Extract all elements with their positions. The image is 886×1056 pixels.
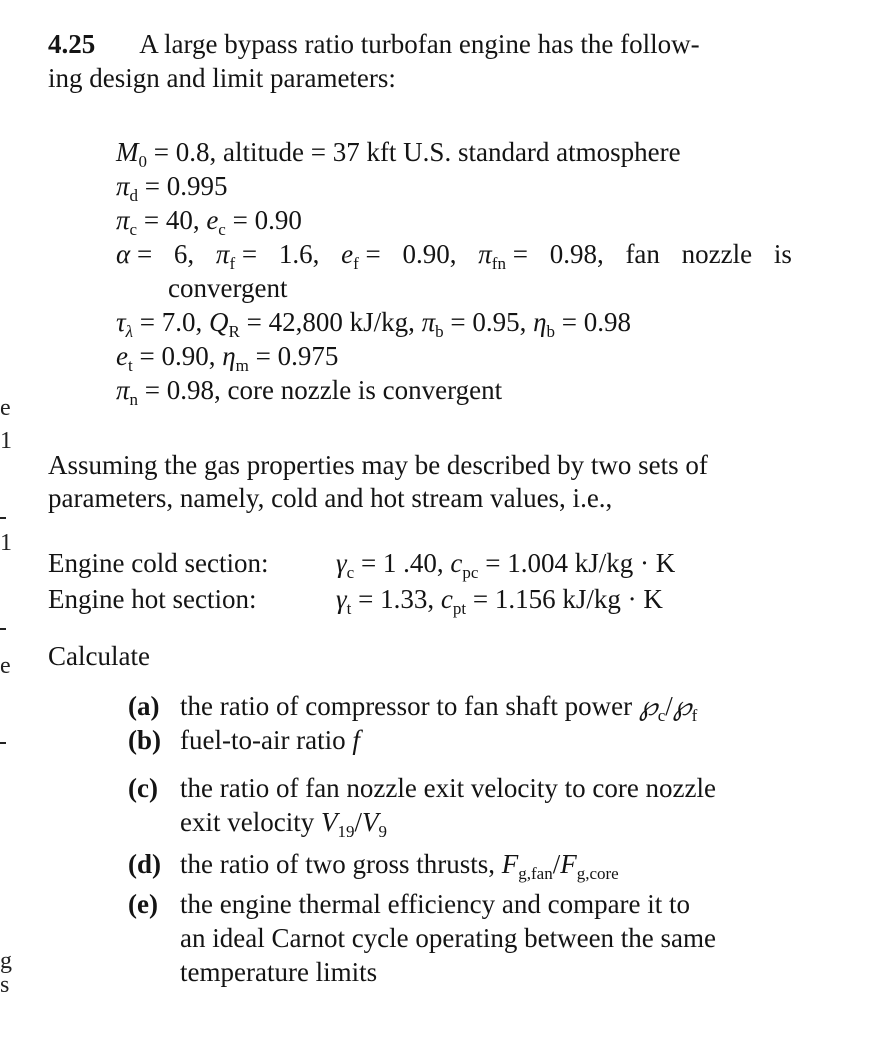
eta-m-value: 0.975 (277, 341, 339, 371)
item-c (128, 772, 716, 805)
param-fan-note: convergent (168, 273, 288, 303)
margin-tick (0, 517, 6, 519)
item-b: (b) fuel-to-air ratio f (128, 725, 360, 755)
cold-section-label: Engine cold section: (48, 548, 269, 578)
pi-c-value: 40 (165, 205, 193, 235)
gas-intro-line1: Assuming the gas properties may be described by two sets of (48, 450, 708, 480)
item-d: (d) the ratio of two gross thrusts, $F_{g,fan}/F_{g,core}$ (128, 849, 619, 883)
margin-tick (0, 628, 6, 630)
calculate-heading: Calculate (48, 641, 150, 671)
e-f-value: 0.90 (402, 239, 450, 269)
pi-n-value: 0.98 (166, 375, 215, 405)
gamma-t-value: 1.33 (380, 584, 428, 614)
problem-number: 4.25 (48, 29, 96, 59)
param-compressor: $\pi_c = 40$, $e_c = 0.90$ (116, 205, 302, 239)
item-text: the ratio of two gross thrusts, (180, 849, 495, 879)
item-text: the ratio of fan nozzle exit velocity to core nozzle (180, 773, 717, 803)
alpha-value: 6 (173, 239, 188, 269)
item-letter: (a) (128, 691, 160, 721)
param-turbine: $e_t = 0.90$, $\eta_m = 0.975$ (116, 341, 339, 375)
problem-intro-line1: A large bypass ratio turbofan engine has the follow- (139, 29, 700, 59)
qr-value: 42,800 kJ/kg (268, 307, 409, 337)
item-a: (a) the ratio of compressor to fan shaft power $℘_c/℘_f$ (128, 691, 698, 725)
e-t-value: 0.90 (161, 341, 209, 371)
item-e-line3: temperature limits (180, 957, 378, 987)
param-fan: α = 6, $\pi_f$ = 1.6, $e_f$ = 0.90, $\pi_{fn}$ = 0.98, fan nozzle is (116, 239, 792, 273)
margin-fragment: e (0, 395, 11, 421)
tau-lambda-value: 7.0 (161, 307, 196, 337)
param-diffuser: $\pi_d = 0.995$ (116, 171, 228, 205)
pi-f-value: 1.6 (278, 239, 313, 269)
hot-section-label: Engine hot section: (48, 584, 257, 614)
cp-t-value: 1.156 kJ/kg · K (494, 584, 663, 614)
nozzle-note: core nozzle is convergent (227, 375, 503, 405)
item-text: fuel-to-air ratio (180, 725, 346, 755)
problem-header (48, 28, 700, 61)
item-text: the ratio of compressor to fan shaft power (180, 691, 633, 721)
pi-fn-value: 0.98 (549, 239, 597, 269)
pi-b-value: 0.95 (472, 307, 520, 337)
margin-tick (0, 742, 6, 744)
margin-fragment: e (0, 653, 11, 679)
param-burner: $\tau_\lambda = 7.0$, $Q_R = 42,800$ kJ/kg, $\pi_b = 0.95$, $\eta_b = 0.98$ (116, 307, 632, 341)
item-letter: (d) (128, 849, 161, 879)
altitude-value: 37 kft U.S. standard atmosphere (332, 137, 681, 167)
mach-value: 0.8 (175, 137, 210, 167)
eta-b-value: 0.98 (583, 307, 632, 337)
item-e (128, 888, 690, 921)
margin-fragment: 1 (0, 530, 12, 556)
item-text: exit velocity (180, 807, 315, 837)
margin-fragment: 1 (0, 428, 12, 454)
param-nozzle: $\pi_n = 0.98$, core nozzle is convergent (116, 375, 503, 409)
cold-section-values: $\gamma_c = 1$ .40, $c_{pc} = 1.004$ kJ/kg · K (336, 548, 676, 582)
item-c-line2: exit velocity $V_{19}/V_9$ (180, 807, 387, 841)
item-e-line2: an ideal Carnot cycle operating between the same (180, 923, 717, 953)
problem-intro-line2: ing design and limit parameters: (48, 63, 396, 93)
e-c-value: 0.90 (254, 205, 302, 235)
margin-fragment: g (0, 948, 12, 974)
item-letter: (b) (128, 725, 161, 755)
margin-fragment: s (0, 972, 10, 998)
item-letter: (e) (128, 889, 158, 919)
cp-c-value: 1.004 kJ/kg · K (507, 548, 676, 578)
pi-d-value: 0.995 (166, 171, 228, 201)
hot-section-values: $\gamma_t = 1.33$, $c_{pt} = 1.156$ kJ/kg · K (336, 584, 663, 618)
item-letter: (c) (128, 773, 158, 803)
gamma-c-value: 1 .40 (382, 548, 437, 578)
item-text: the engine thermal efficiency and compare it to (180, 889, 691, 919)
param-flight: $M_0 = 0.8$, altitude = 37 kft U.S. standard atmosphere (116, 137, 681, 171)
gas-intro-line2: parameters, namely, cold and hot stream values, i.e., (48, 483, 613, 513)
